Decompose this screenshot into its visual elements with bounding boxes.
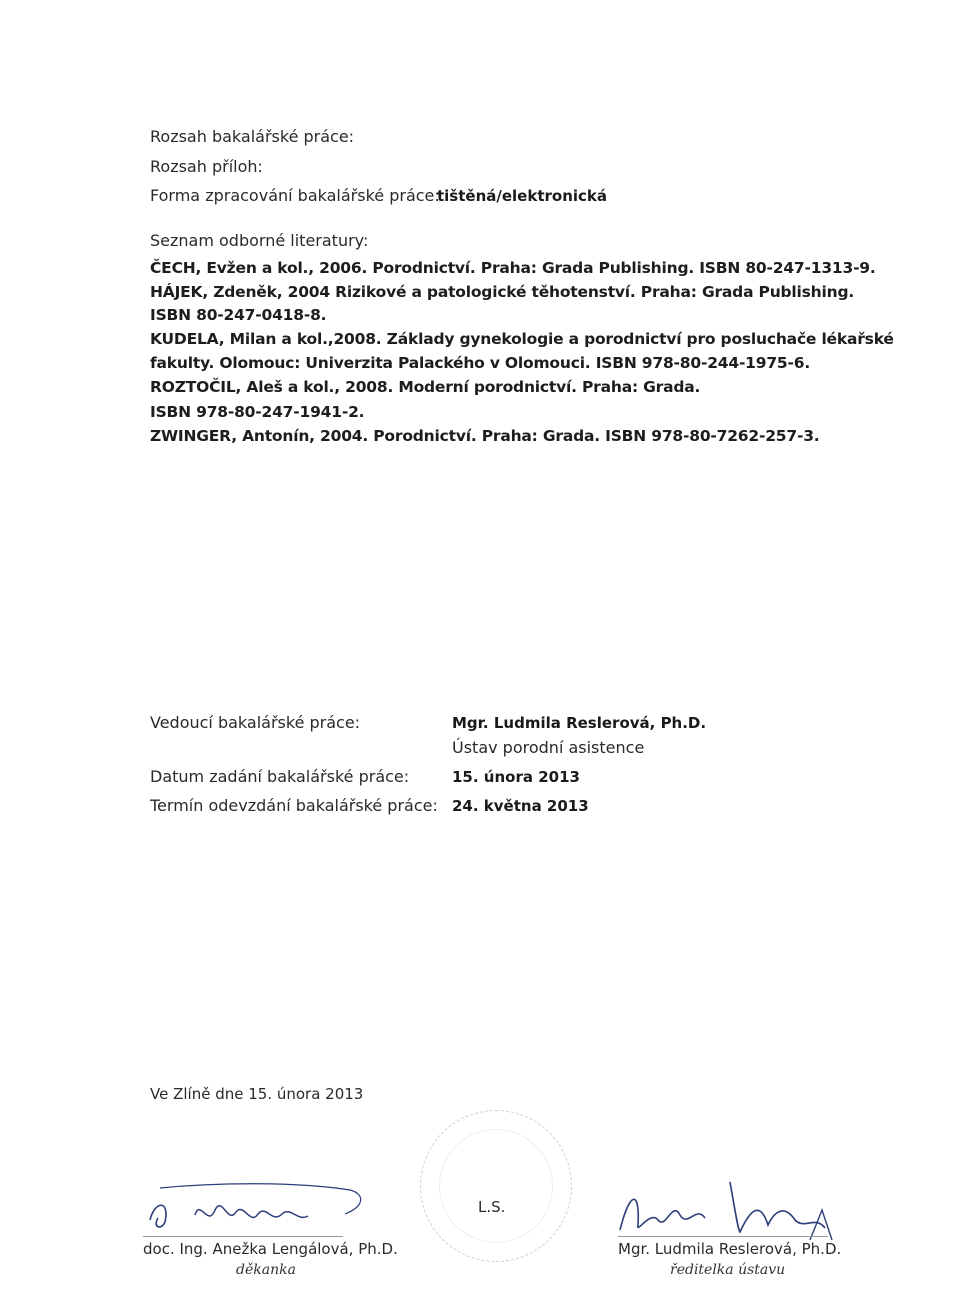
reference-line: ZWINGER, Antonín, 2004. Porodnictví. Praha: Grada. ISBN 978-80-7262-257-3. xyxy=(150,427,820,445)
director-name: Mgr. Ludmila Reslerová, Ph.D. xyxy=(618,1240,842,1258)
director-title: ředitelka ústavu xyxy=(670,1262,786,1278)
deadline-date: 24. května 2013 xyxy=(452,797,589,815)
dean-signature xyxy=(140,1180,390,1240)
supervisor-label: Vedoucí bakalářské práce: xyxy=(150,713,361,732)
dean-name: doc. Ing. Anežka Lengálová, Ph.D. xyxy=(143,1240,398,1258)
director-signature-line xyxy=(618,1236,828,1237)
place-date: Ve Zlíně dne 15. února 2013 xyxy=(150,1085,364,1103)
official-seal xyxy=(420,1110,572,1262)
reference-line: fakulty. Olomouc: Univerzita Palackého v Olomouci. ISBN 978-80-244-1975-6. xyxy=(150,354,811,372)
dean-signature-line xyxy=(143,1236,343,1237)
seal-inner-ring xyxy=(439,1129,553,1243)
form-label: Forma zpracování bakalářské práce: xyxy=(150,186,440,205)
director-signature xyxy=(610,1170,850,1250)
supervisor-name: Mgr. Ludmila Reslerová, Ph.D. xyxy=(452,714,707,732)
literature-label: Seznam odborné literatury: xyxy=(150,231,369,250)
reference-line: ISBN 978-80-247-1941-2. xyxy=(150,403,365,421)
reference-line: KUDELA, Milan a kol.,2008. Základy gynekologie a porodnictví pro posluchače lékařské xyxy=(150,330,894,348)
reference-line: ROZTOČIL, Aleš a kol., 2008. Moderní porodnictví. Praha: Grada. xyxy=(150,378,701,396)
supervisor-department: Ústav porodní asistence xyxy=(452,738,645,757)
reference-line: HÁJEK, Zdeněk, 2004 Rizikové a patologické těhotenství. Praha: Grada Publishing. xyxy=(150,283,855,301)
deadline-label: Termín odevzdání bakalářské práce: xyxy=(150,796,438,815)
assigned-date-label: Datum zadání bakalářské práce: xyxy=(150,767,410,786)
seal-label: L.S. xyxy=(478,1198,506,1216)
assigned-date: 15. února 2013 xyxy=(452,768,580,786)
scope-label: Rozsah bakalářské práce: xyxy=(150,127,355,146)
dean-title: děkanka xyxy=(236,1262,296,1278)
form-value: tištěná/elektronická xyxy=(437,187,608,205)
reference-line: ISBN 80-247-0418-8. xyxy=(150,306,327,324)
appendix-label: Rozsah příloh: xyxy=(150,157,263,176)
reference-line: ČECH, Evžen a kol., 2006. Porodnictví. Praha: Grada Publishing. ISBN 80-247-1313-9. xyxy=(150,259,876,277)
